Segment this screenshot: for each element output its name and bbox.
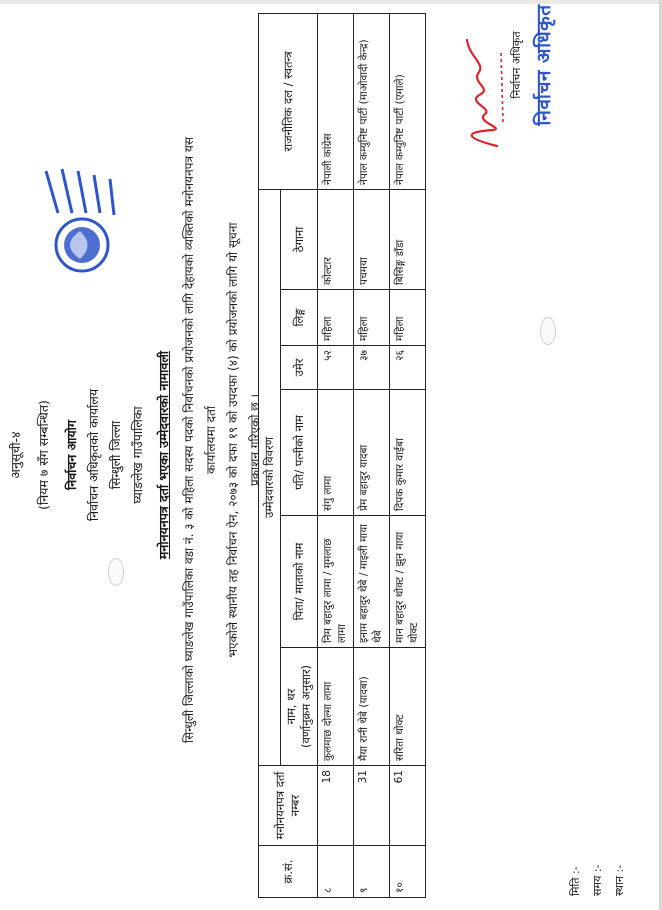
page-title: मनोनयनपत्र दर्ता भएका उम्मेदवारको नामावली: [156, 350, 171, 560]
header-parents: पिता/ माताको नाम: [281, 516, 318, 648]
office-name: निर्वाचन अधिकृतको कार्यालय: [86, 388, 101, 522]
officer-designation: निर्वाचन अधिकृत: [510, 31, 523, 99]
table-header-row: [259, 13, 281, 897]
table-row: [390, 13, 426, 897]
cell-spouse: प्रेम बहादुर यादबा: [354, 390, 390, 516]
cell-name: सरिता थोक्ट: [390, 648, 426, 766]
cell-gender: महिला: [390, 290, 426, 346]
commission-name: निर्वाचन आयोग: [64, 420, 79, 490]
cell-age: ३७: [354, 346, 390, 390]
cell-party: नेपाल कम्युनिष्ट पार्टी (एमाले): [390, 13, 426, 189]
intro-line: सिन्धुली जिल्लाको घ्याङलेख गाउँपालिका वडा नं. ३ को महिला सदस्य पदको निर्वाचनको प्रयोजनको लागि देहायको व्यक्तिको मनोनयनपत्र यस कार्यालयमा दर्ता: [182, 136, 218, 744]
cell-address: कोल्टार: [318, 189, 354, 289]
officer-stamp: निर्वाचन अधिकृत: [533, 4, 555, 126]
candidate-table: [258, 13, 426, 898]
cell-spouse: संगु लामा: [318, 390, 354, 516]
cell-age: ५२: [318, 346, 354, 390]
header-name: [281, 648, 318, 766]
cell-name: मैया रानी थेबे (यादबा): [354, 648, 390, 766]
cell-address: पचमया: [354, 189, 390, 289]
schedule-label: अनुसूची-४: [8, 431, 23, 479]
cell-party: नेपाल कम्युनिष्ट पार्टी (माओवादी केन्द्र): [354, 13, 390, 189]
municipality-name: घ्याङलेख गाउँपालिका: [130, 406, 145, 504]
cell-parents: मान बहादुर थोक्ट / झुन माया थोक्ट: [390, 516, 426, 648]
cell-sn: १०: [390, 846, 426, 898]
header-name-label: नाम, थर: [284, 688, 298, 725]
cell-parents: निम बहादुर लामा / मुमलाछ लामा: [318, 516, 354, 648]
header-sn: क्र.सं.: [259, 846, 318, 898]
cell-sn: ९: [354, 846, 390, 898]
header-gender: लिङ्ग: [281, 290, 318, 346]
cell-gender: महिला: [318, 290, 354, 346]
rule-reference: (नियम ७ सँग सम्बन्धित): [36, 400, 51, 510]
cell-party: नेपाली कांग्रेस: [318, 13, 354, 189]
notice-intro: [178, 120, 266, 760]
header-candidate-details: उम्मेदवारको विवरण: [259, 189, 281, 765]
intro-line: प्रकाशन गरिएको छ ।: [248, 393, 262, 487]
footer-meta: [565, 864, 631, 896]
cell-reg-no: 18: [318, 766, 354, 846]
cell-name: कुलमाछ दोल्मा लामा: [318, 648, 354, 766]
table-row: [318, 13, 354, 897]
cell-sn: ८: [318, 846, 354, 898]
header-address: ठेगाना: [281, 189, 318, 289]
office-seal-icon: [40, 165, 140, 275]
cell-parents: इनाम बहादुर थेबे / माइली माया थेबे: [354, 516, 390, 648]
header-age: उमेर: [281, 346, 318, 390]
header-name-sub: (वर्णानुक्रम अनुसार): [299, 664, 313, 749]
cell-age: २६: [390, 346, 426, 390]
cell-reg-no: 31: [354, 766, 390, 846]
header-reg-no: मनोनयनपत्र दर्ता नम्बर: [259, 766, 318, 846]
cell-spouse: दिपक कुमार वाईबा: [390, 390, 426, 516]
header-spouse: पति/ पत्नीको नाम: [281, 390, 318, 516]
header-party: राजनीतिक दल / स्वतन्त्र: [259, 13, 318, 189]
cell-address: बिसिङ्ग डाँडा: [390, 189, 426, 289]
place-label: स्थान :-: [613, 864, 626, 896]
cell-gender: महिला: [354, 290, 390, 346]
time-label: समय :-: [591, 864, 604, 896]
district-name: सिन्धुली जिल्ला: [108, 420, 123, 490]
cell-reg-no: 61: [390, 766, 426, 846]
date-label: मिति :-: [569, 866, 582, 896]
signature-block: [505, 0, 556, 130]
intro-line: भएकोले स्थानीय तह निर्वाचन ऐन, २०७३ को दफा १९ को उपदफा (४) को प्रयोजनको लागि यो सूचना: [226, 222, 240, 658]
table-row: [354, 13, 390, 897]
